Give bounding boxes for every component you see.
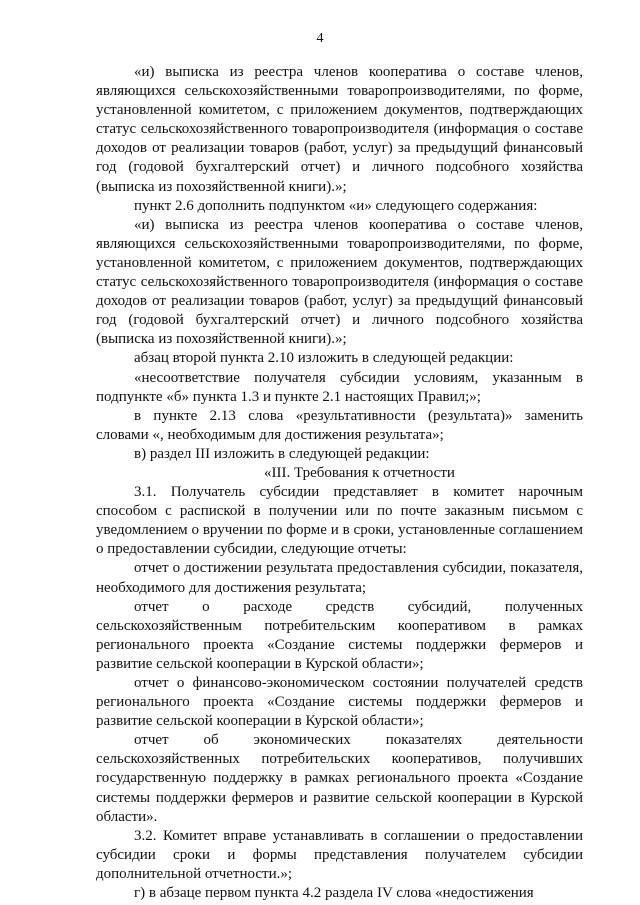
- paragraph-14: 3.2. Комитет вправе устанавливать в соглашении о предоставлении субсидии сроки и формы представления получателем субсидии дополнительной отчетности.»;: [96, 827, 583, 882]
- paragraph-10: отчет о достижении результата предоставления субсидии, показателя, необходимого для достижения результата;: [96, 560, 583, 596]
- paragraph-13: отчет об экономических показателях деятельности сельскохозяйственных потребительских кооперативов, получивших государственную поддержку в рамках регионального проекта «Создание системы поддержки фермеров и развитие сельской кооперации в Курской области».: [96, 732, 583, 825]
- page-number: 4: [316, 31, 324, 46]
- paragraph-2: пункт 2.6 дополнить подпунктом «и» следующего содержания:: [134, 197, 538, 214]
- paragraph-5: «несоответствие получателя субсидии условиям, указанным в подпункте «б» пункта 1.3 и пункте 2.1 настоящих Правил;»;: [96, 369, 583, 405]
- section-heading: «III. Требования к отчетности: [264, 464, 455, 481]
- paragraph-1: «и) выписка из реестра членов кооператива о составе членов, являющихся сельскохозяйственными товаропроизводителями, по форме, установленной комитетом, с приложением документов, подтверждающих статус сельскохозяйственного товаропроизводителя (информация о составе доходов от реализации товаров (работ, услуг) за предыдущий финансовый год (годовой бухгалтерский отчет) и личного подсобного хозяйства (выписка из похозяйственной книги).»;: [96, 64, 583, 195]
- paragraph-12: отчет о финансово-экономическом состоянии получателей средств регионального проекта «Создание системы поддержки фермеров и развитие сельской кооперации в Курской области»;: [96, 675, 583, 730]
- paragraph-7: в) раздел III изложить в следующей редакции:: [134, 445, 430, 462]
- paragraph-9: 3.1. Получатель субсидии представляет в комитет нарочным способом с распиской в получении или по почте заказным письмом с уведомлением о вручении по форме и в сроки, установленные соглашением о предоставлении субсидии, следующие отчеты:: [96, 484, 583, 558]
- paragraph-11: отчет о расходе средств субсидий, полученных сельскохозяйственным потребительским кооперативом в рамках регионального проекта «Создание системы поддержки фермеров и развитие сельской кооперации в Курской области»;: [96, 598, 583, 672]
- paragraph-3: «и) выписка из реестра членов кооператива о составе членов, являющихся сельскохозяйственными товаропроизводителями, по форме, установленной комитетом, с приложением документов, подтверждающих статус сельскохозяйственного товаропроизводителя (информация о составе доходов от реализации товаров (работ, услуг) за предыдущий финансовый год (годовой бухгалтерский отчет) и личного подсобного хозяйства (выписка из похозяйственной книги).»;: [96, 216, 583, 348]
- paragraph-4: абзац второй пункта 2.10 изложить в следующей редакции:: [134, 350, 514, 367]
- document-body: [96, 63, 583, 903]
- paragraph-6: в пункте 2.13 слова «результативности (результата)» заменить словами «, необходимым для достижения результата»;: [96, 407, 583, 443]
- paragraph-15: г) в абзаце первом пункта 4.2 раздела IV слова «недостижения: [134, 885, 534, 902]
